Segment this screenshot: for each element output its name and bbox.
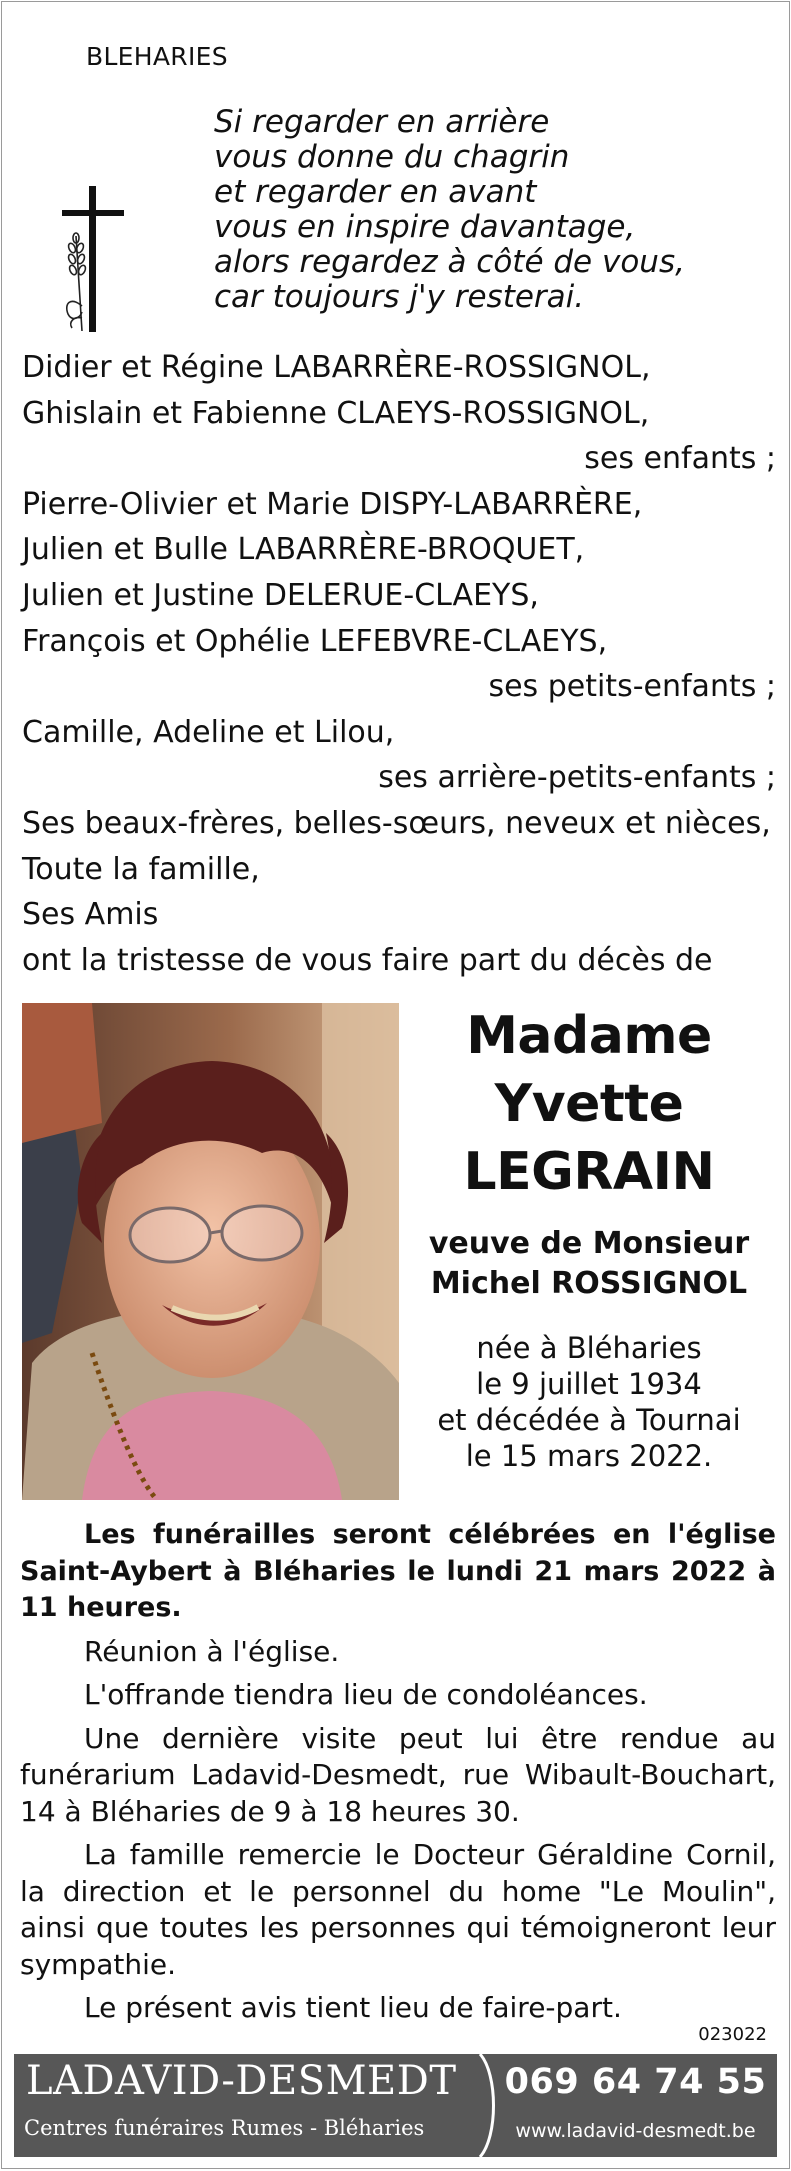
family-member-line: Ses Amis bbox=[22, 897, 159, 933]
birth-death-details bbox=[412, 1330, 766, 1474]
funeral-details bbox=[20, 1517, 776, 2034]
family-member-line: Toute la famille, bbox=[22, 851, 260, 887]
poem-line: car toujours j'y resterai. bbox=[214, 279, 585, 315]
deceased-info bbox=[412, 1002, 766, 1474]
company-name: LADAVID-DESMEDT bbox=[26, 2058, 457, 2104]
deceased-last-name: LEGRAIN bbox=[463, 1142, 715, 1202]
deceased-title: Madame bbox=[466, 1006, 712, 1066]
deceased-first-name: Yvette bbox=[494, 1074, 684, 1134]
birth-line: le 15 mars 2022. bbox=[465, 1439, 713, 1473]
poem-line: alors regardez à côté de vous, bbox=[214, 244, 685, 280]
portrait-photo bbox=[22, 1003, 399, 1500]
family-member-line: François et Ophélie LEFEBVRE-CLAEYS, bbox=[22, 623, 608, 659]
family-member-line: Julien et Bulle LABARRÈRE-BROQUET, bbox=[22, 532, 585, 568]
birth-line: née à Bléharies bbox=[476, 1331, 702, 1365]
town-heading: BLEHARIES bbox=[86, 42, 228, 71]
memorial-poem bbox=[214, 105, 774, 315]
poem-line: et regarder en avant bbox=[214, 174, 537, 210]
family-member-line: Ses beaux-frères, belles-sœurs, neveux et nièces, bbox=[22, 805, 771, 841]
relation-label: ses petits-enfants ; bbox=[488, 669, 776, 705]
family-member-line: Pierre-Olivier et Marie DISPY-LABARRÈRE, bbox=[22, 486, 643, 522]
family-member-line: Ghislain et Fabienne CLAEYS-ROSSIGNOL, bbox=[22, 395, 650, 431]
company-subtitle: Centres funéraires Rumes - Bléharies bbox=[24, 2116, 425, 2140]
notice-paragraph: Une dernière visite peut lui être rendue au funérarium Ladavid-Desmedt, rue Wibault-Bouchart, 14 à Bléharies de 9 à 18 heures 30. bbox=[20, 1721, 776, 1828]
notice-paragraph: Réunion à l'église. bbox=[84, 1634, 340, 1668]
widow-line: Michel ROSSIGNOL bbox=[430, 1266, 748, 1301]
birth-line: et décédée à Tournai bbox=[437, 1403, 741, 1437]
phone-number[interactable]: 069 64 74 55 bbox=[504, 2062, 767, 2102]
website-link[interactable]: www.ladavid-desmedt.be bbox=[515, 2120, 756, 2142]
notice-paragraph: L'offrande tiendra lieu de condoléances. bbox=[84, 1678, 648, 1711]
obituary-notice bbox=[1, 1, 790, 2169]
family-member-line: Didier et Régine LABARRÈRE-ROSSIGNOL, bbox=[22, 350, 651, 385]
family-list bbox=[22, 345, 776, 983]
poem-line: Si regarder en arrière bbox=[214, 104, 550, 140]
relation-label: ses enfants ; bbox=[584, 441, 776, 477]
notice-paragraph: Le présent avis tient lieu de faire-part. bbox=[84, 1991, 622, 2024]
notice-paragraph: La famille remercie le Docteur Géraldine Cornil, la direction et le personnel du home "Le Moulin", ainsi que toutes les personnes qui témoigneront leur sympathie. bbox=[20, 1838, 776, 1981]
family-member-line: Camille, Adeline et Lilou, bbox=[22, 714, 395, 750]
widow-line: veuve de Monsieur bbox=[428, 1226, 750, 1261]
notice-code: 023022 bbox=[698, 2024, 767, 2045]
family-member-line: ont la tristesse de vous faire part du décès de bbox=[22, 942, 713, 978]
relation-label: ses arrière-petits-enfants ; bbox=[378, 760, 776, 796]
funeral-home-banner bbox=[14, 2054, 777, 2157]
cross-with-wheat-icon bbox=[60, 186, 130, 332]
poem-line: vous en inspire davantage, bbox=[214, 209, 636, 245]
poem-line: vous donne du chagrin bbox=[214, 139, 570, 175]
funeral-ceremony-paragraph: Les funérailles seront célébrées en l'église Saint-Aybert à Bléharies le lundi 21 mars 2022 à 11 heures. bbox=[20, 1519, 776, 1623]
family-member-line: Julien et Justine DELERUE-CLAEYS, bbox=[22, 577, 539, 613]
birth-line: le 9 juillet 1934 bbox=[476, 1367, 702, 1401]
widow-of bbox=[412, 1224, 766, 1304]
portrait-image bbox=[22, 1003, 399, 1500]
